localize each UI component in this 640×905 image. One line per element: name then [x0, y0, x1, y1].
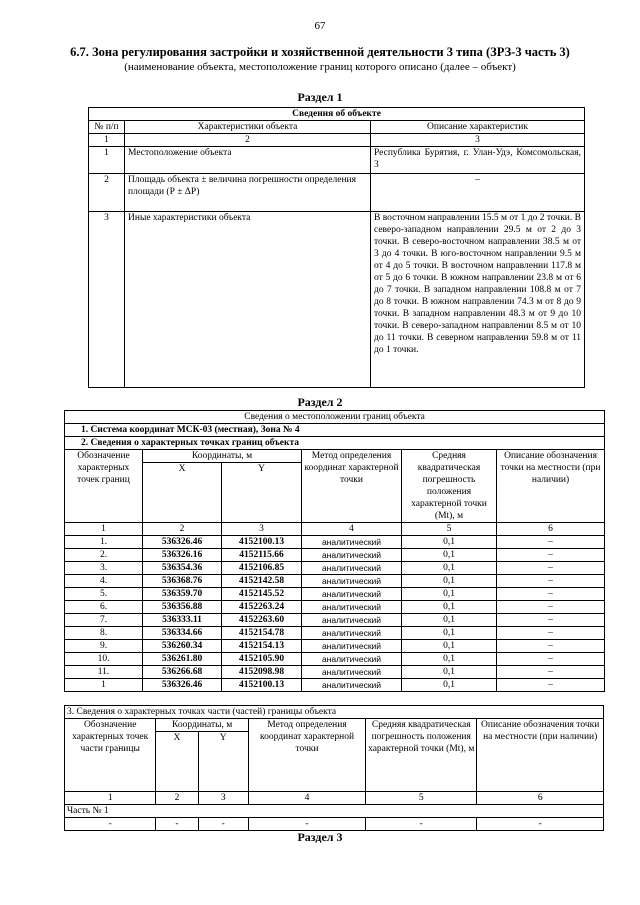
point-y: 4152263.60	[222, 614, 302, 627]
point-desc: –	[497, 666, 605, 679]
col-number: 5	[402, 523, 497, 536]
col-number: 1	[89, 134, 125, 147]
table-row	[65, 549, 605, 562]
point-mt: 0,1	[402, 536, 497, 549]
point-mt: 0,1	[402, 588, 497, 601]
point-method: аналитический	[302, 601, 402, 614]
header-description: Описание обозначения точки на местности (при наличии)	[497, 450, 605, 523]
col-number: 4	[302, 523, 402, 536]
point-method: аналитический	[302, 614, 402, 627]
point-x: 536326.16	[143, 549, 222, 562]
characteristic-name: Местоположение объекта	[125, 147, 371, 174]
empty-cell: -	[198, 818, 248, 831]
point-mt: 0,1	[402, 562, 497, 575]
point-desc: –	[497, 614, 605, 627]
table-row	[65, 640, 605, 653]
point-y: 4152154.78	[222, 627, 302, 640]
point-y: 4152098.98	[222, 666, 302, 679]
table-row	[65, 627, 605, 640]
part-points-table	[64, 705, 604, 831]
col-number: 2	[125, 134, 371, 147]
point-method: аналитический	[302, 575, 402, 588]
point-y: 4152105.90	[222, 653, 302, 666]
point-id: 1	[65, 679, 143, 692]
point-id: 7.	[65, 614, 143, 627]
point-mt: 0,1	[402, 666, 497, 679]
col-header-description: Описание характеристик	[371, 121, 585, 134]
point-y: 4152100.13	[222, 536, 302, 549]
point-desc: –	[497, 627, 605, 640]
section-2-heading: Раздел 2	[297, 395, 343, 409]
point-id: 6.	[65, 601, 143, 614]
part-header-x: X	[156, 732, 198, 792]
point-x: 536326.46	[143, 536, 222, 549]
col-number: 5	[366, 792, 477, 805]
point-y: 4152100.13	[222, 679, 302, 692]
table-row	[65, 601, 605, 614]
point-method: аналитический	[302, 627, 402, 640]
point-method: аналитический	[302, 549, 402, 562]
point-y: 4152142.58	[222, 575, 302, 588]
point-method: аналитический	[302, 562, 402, 575]
section-3-heading: Раздел 3	[297, 830, 343, 844]
point-x: 536326.46	[143, 679, 222, 692]
document-subtitle: (наименование объекта, местоположение границ которого описано (далее – объект)	[124, 61, 516, 73]
point-x: 536266.68	[143, 666, 222, 679]
table-row	[65, 562, 605, 575]
point-method: аналитический	[302, 666, 402, 679]
table-row	[65, 614, 605, 627]
document-title: 6.7. Зона регулирования застройки и хозяйственной деятельности 3 типа (ЗРЗ-3 часть 3)	[70, 45, 570, 59]
point-id: 8.	[65, 627, 143, 640]
point-id: 5.	[65, 588, 143, 601]
col-number: 3	[222, 523, 302, 536]
characteristic-name: Иные характеристики объекта	[125, 212, 371, 388]
point-id: 1.	[65, 536, 143, 549]
point-x: 536261.80	[143, 653, 222, 666]
col-number: 2	[156, 792, 198, 805]
point-mt: 0,1	[402, 627, 497, 640]
col-header-characteristic: Характеристики объекта	[125, 121, 371, 134]
point-method: аналитический	[302, 653, 402, 666]
characteristic-value: –	[371, 174, 585, 212]
point-x: 536333.11	[143, 614, 222, 627]
col-number: 1	[65, 523, 143, 536]
point-desc: –	[497, 601, 605, 614]
point-desc: –	[497, 549, 605, 562]
table-row	[65, 653, 605, 666]
empty-cell: -	[65, 818, 156, 831]
part-header-designation: Обозначение характерных точек части границы	[65, 719, 156, 792]
empty-cell: -	[477, 818, 604, 831]
characteristic-value: В восточном направлении 15.5 м от 1 до 2 точки. В северо-западном направлении 29.5 м от 2 до 3 точки. В северо-восточном направлении 38.5 м от 3 до 4 точки. В юго-восточном направлении 9.5 м от 4 до 5 точки. В восточном направлении 117.8 м от 5 до 6 точки. В южном направлении 23.8 м от 6 до 7 точки. В западном направлении 108.8 м от 7 до 8 точки. В южном направлении 74.3 м от 8 до 9 точки. В западном направлении 48.3 м от 9 до 10 точки. В северо-западном направлении 8.5 м от 10 до 11 точки. В северном направлении 59.8 м от 11 до 1 точки.	[371, 212, 585, 388]
point-id: 11.	[65, 666, 143, 679]
point-desc: –	[497, 536, 605, 549]
header-coords: Координаты, м	[143, 450, 302, 463]
point-x: 536354.36	[143, 562, 222, 575]
point-id: 2.	[65, 549, 143, 562]
point-x: 536334.66	[143, 627, 222, 640]
col-header-number: № п/п	[89, 121, 125, 134]
col-number: 4	[248, 792, 365, 805]
part-section-title: 3. Сведения о характерных точках части (частей) границы объекта	[65, 706, 604, 719]
point-mt: 0,1	[402, 575, 497, 588]
point-desc: –	[497, 588, 605, 601]
points-section-title: 2. Сведения о характерных точках границ объекта	[65, 437, 605, 450]
empty-cell: -	[248, 818, 365, 831]
point-mt: 0,1	[402, 601, 497, 614]
row-number: 2	[89, 174, 125, 212]
empty-cell: -	[156, 818, 198, 831]
part-header-method: Метод определения координат характерной точки	[248, 719, 365, 792]
row-number: 1	[89, 147, 125, 174]
point-y: 4152106.85	[222, 562, 302, 575]
boundary-points-table	[64, 410, 605, 692]
part-label: Часть № 1	[65, 805, 604, 818]
header-x: X	[143, 463, 222, 523]
point-x: 536359.70	[143, 588, 222, 601]
section-1-heading: Раздел 1	[297, 90, 343, 104]
object-info-title: Сведения об объекте	[89, 108, 585, 121]
point-desc: –	[497, 679, 605, 692]
point-y: 4152145.52	[222, 588, 302, 601]
part-header-coords: Координаты, м	[156, 719, 249, 732]
point-id: 10.	[65, 653, 143, 666]
characteristic-name: Площадь объекта ± величина погрешности определения площади (Р ± ΔР)	[125, 174, 371, 212]
part-header-description: Описание обозначения точки на местности (при наличии)	[477, 719, 604, 792]
row-number: 3	[89, 212, 125, 388]
table-row	[65, 679, 605, 692]
page-number: 67	[314, 20, 326, 32]
point-id: 9.	[65, 640, 143, 653]
point-desc: –	[497, 575, 605, 588]
col-number: 2	[143, 523, 222, 536]
col-number: 1	[65, 792, 156, 805]
point-y: 4152154.13	[222, 640, 302, 653]
point-mt: 0,1	[402, 614, 497, 627]
point-y: 4152115.66	[222, 549, 302, 562]
point-mt: 0,1	[402, 679, 497, 692]
col-number: 6	[497, 523, 605, 536]
header-method: Метод определения координат характерной точки	[302, 450, 402, 523]
part-header-accuracy: Средняя квадратическая погрешность положения характерной точки (Mt), м	[366, 719, 477, 792]
point-desc: –	[497, 653, 605, 666]
part-header-y: Y	[198, 732, 248, 792]
point-x: 536368.76	[143, 575, 222, 588]
point-method: аналитический	[302, 536, 402, 549]
point-mt: 0,1	[402, 653, 497, 666]
table-row	[65, 575, 605, 588]
col-number: 3	[198, 792, 248, 805]
point-mt: 0,1	[402, 549, 497, 562]
header-y: Y	[222, 463, 302, 523]
point-desc: –	[497, 640, 605, 653]
point-method: аналитический	[302, 640, 402, 653]
point-y: 4152263.24	[222, 601, 302, 614]
col-number: 3	[371, 134, 585, 147]
point-method: аналитический	[302, 588, 402, 601]
point-id: 3.	[65, 562, 143, 575]
point-x: 536356.88	[143, 601, 222, 614]
table-row	[65, 588, 605, 601]
empty-cell: -	[366, 818, 477, 831]
boundary-table-title: Сведения о местоположении границ объекта	[65, 411, 605, 424]
point-desc: –	[497, 562, 605, 575]
header-designation: Обозначение характерных точек границ	[65, 450, 143, 523]
point-x: 536260.34	[143, 640, 222, 653]
coord-system: 1. Система координат МСК-03 (местная), Зона № 4	[65, 424, 605, 437]
point-mt: 0,1	[402, 640, 497, 653]
header-accuracy: Средняя квадратическая погрешность положения характерной точки (Mt), м	[402, 450, 497, 523]
characteristic-value: Республика Бурятия, г. Улан-Удэ, Комсомольская, 3	[371, 147, 585, 174]
point-method: аналитический	[302, 679, 402, 692]
object-info-table	[88, 107, 585, 388]
point-id: 4.	[65, 575, 143, 588]
table-row	[65, 666, 605, 679]
col-number: 6	[477, 792, 604, 805]
table-row	[65, 536, 605, 549]
